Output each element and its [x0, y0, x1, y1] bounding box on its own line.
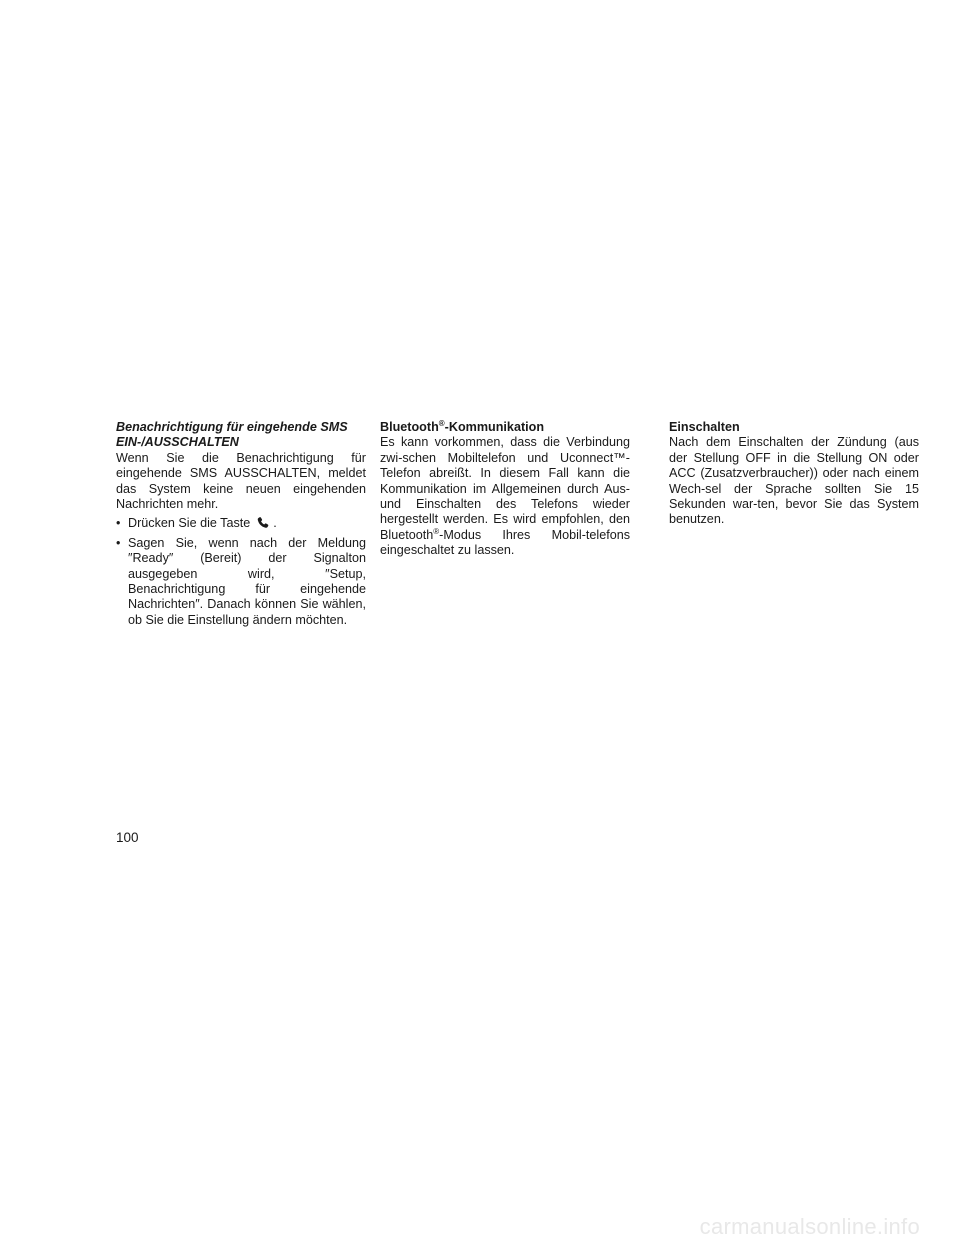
registered-mark: ® [438, 419, 445, 428]
heading-post: -Kommunikation [444, 420, 545, 434]
heading-pre: Bluetooth [380, 420, 439, 434]
bluetooth-body-text [380, 435, 630, 558]
body-part-2: -Modus Ihres Mobil-telefons eingeschaltet zu lassen. [380, 527, 630, 558]
phone-icon [256, 516, 270, 529]
section-heading-einschalten: Einschalten [669, 420, 740, 434]
page-number: 100 [116, 830, 139, 845]
heading-line-2: EIN-/AUSSCHALTEN [116, 435, 239, 450]
watermark: carmanualsonline.info [699, 1213, 920, 1239]
list-item [116, 536, 366, 628]
registered-mark: ® [433, 526, 440, 536]
column-einschalten [669, 420, 919, 528]
bullet-text: Sagen Sie, wenn nach der Meldung ″Ready″ (Bereit) der Signalton ausgegeben wird, ″Setup, Benachrichtigung für eingehende Nachrichten″. Danach können Sie wählen, ob Sie die Einstellung ändern möchten. [128, 535, 366, 627]
heading-line-1: Benachrichtigung für eingehende SMS [116, 420, 348, 434]
bullet-mark: • [116, 516, 121, 531]
section-heading-sms [116, 420, 366, 451]
list-item [116, 516, 366, 531]
column-sms-notification [116, 420, 366, 632]
einschalten-body-text: Nach dem Einschalten der Zündung (aus der Stellung OFF in die Stellung ON oder ACC (Zusatzverbraucher)) oder nach einem Wech-sel der Sprache sollten Sie 15 Sekunden war-ten, bevor Sie das System benutzen. [669, 435, 919, 527]
body-part-1: Es kann vorkommen, dass die Verbindung zwi-schen Mobiltelefon und Uconnect™-Telefon abreißt. In diesem Fall kann die Kommunikation im Allgemeinen durch Aus- und Einschalten des Telefons wieder hergestellt werden. Es wird empfohlen, den Bluetooth [380, 435, 630, 542]
sms-body-text: Wenn Sie die Benachrichtigung für eingehende SMS AUSSCHALTEN, meldet das System keine neuen eingehenden Nachrichten mehr. [116, 450, 366, 512]
bullet-text: Drücken Sie die Taste [128, 516, 251, 531]
bullet-end: . [273, 516, 277, 531]
section-heading-bluetooth [380, 420, 630, 435]
column-bluetooth [380, 420, 630, 559]
bullet-mark: • [116, 535, 121, 550]
bullet-list [116, 516, 366, 628]
